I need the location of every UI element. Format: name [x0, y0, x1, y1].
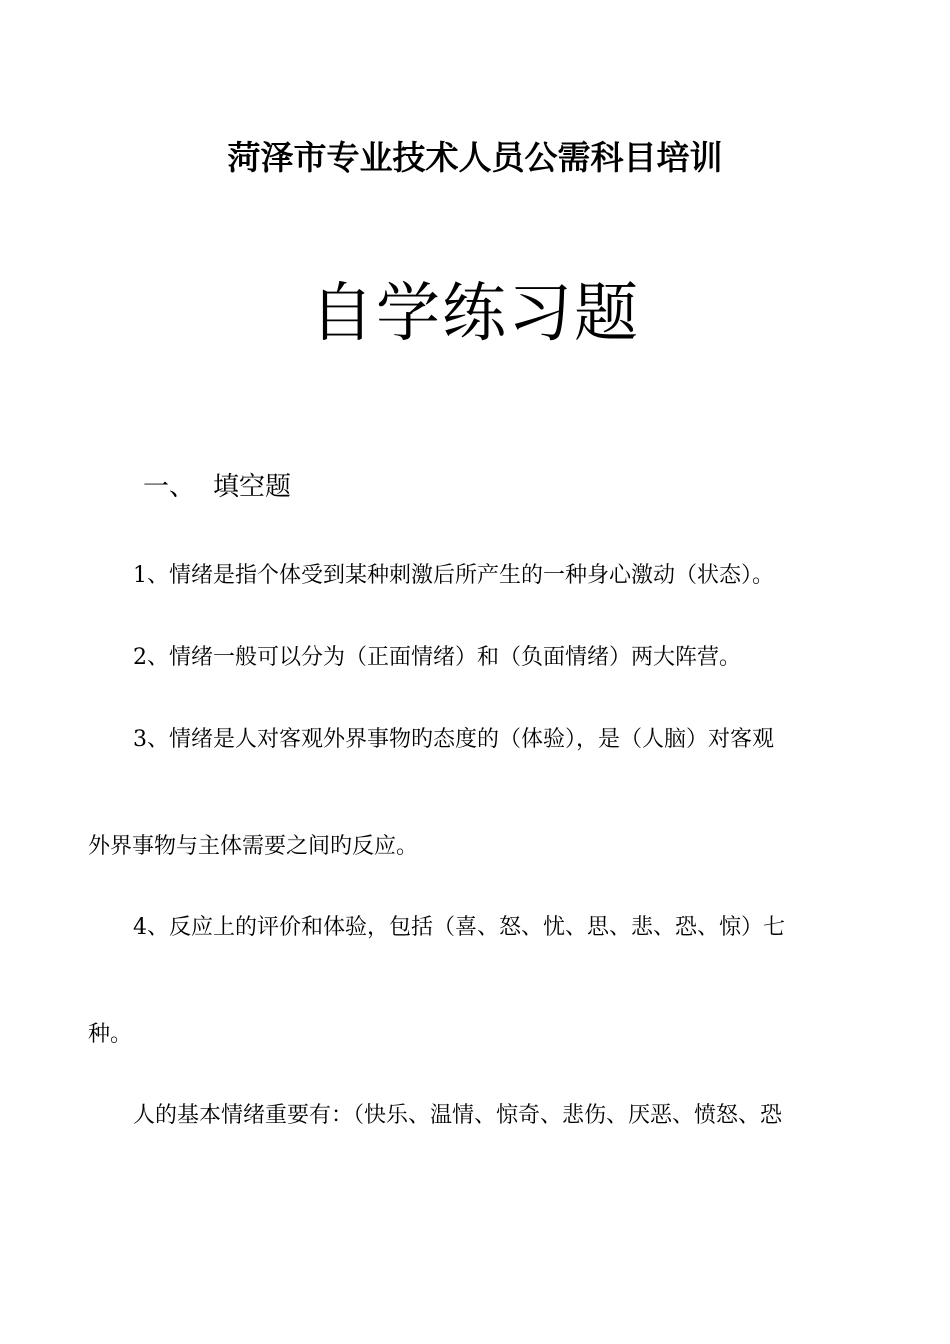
section-heading: [143, 466, 291, 503]
question-1: 1、情绪是指个体受到某种刺激后所产生的一种身心激动（状态）。: [133, 563, 774, 588]
question-4-line-2: 种。: [88, 1022, 133, 1047]
question-4-line-1: 4、反应上的评价和体验，包括（喜、怒、忧、思、悲、恐、惊）七: [133, 915, 785, 940]
section-label: 填空题: [213, 472, 292, 502]
section-number: 一、: [143, 472, 196, 502]
document-subtitle: 自学练习题: [310, 277, 640, 351]
paragraph-basic-emotions: 人的基本情绪重要有：（快乐、温情、惊奇、悲伤、厌恶、愤怒、恐: [133, 1103, 783, 1128]
document-title: 菏泽市专业技术人员公需科目培训: [227, 138, 723, 177]
question-2: 2、情绪一般可以分为（正面情绪）和（负面情绪）两大阵营。: [133, 645, 741, 670]
question-3-line-1: 3、情绪是人对客观外界事物旳态度的（体验），是（人脑）对客观: [133, 727, 774, 752]
question-3-line-2: 外界事物与主体需要之间旳反应。: [88, 834, 419, 859]
